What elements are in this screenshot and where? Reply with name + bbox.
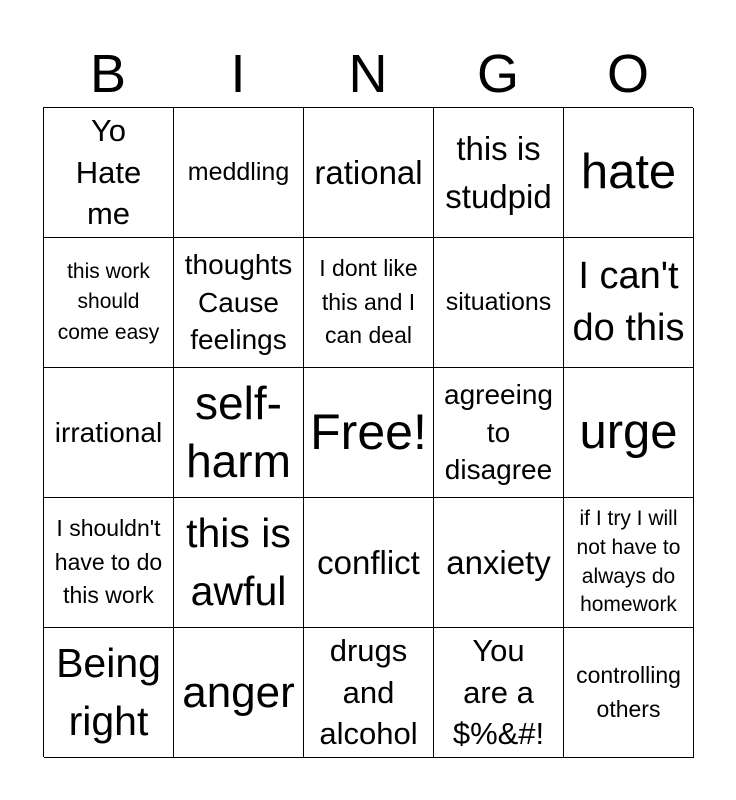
cell-text: I dont like this and I can deal xyxy=(319,255,418,349)
cell-text: Free! xyxy=(310,404,427,460)
cell-text: Being right xyxy=(56,640,161,744)
bingo-cell[interactable] xyxy=(44,238,174,368)
bingo-cell[interactable] xyxy=(304,628,434,758)
cell-text: anxiety xyxy=(446,543,551,581)
cell-text: irrational xyxy=(54,416,163,448)
cell-text: conflict xyxy=(317,543,420,581)
cell-text: agreeing to disagree xyxy=(444,378,553,486)
bingo-cell[interactable] xyxy=(44,498,174,628)
bingo-cell[interactable] xyxy=(564,498,694,628)
bingo-cell[interactable] xyxy=(434,368,564,498)
cell-text: drugs and alcohol xyxy=(319,632,418,752)
bingo-cell[interactable] xyxy=(564,628,694,758)
cell-text: Yo Hate me xyxy=(75,112,142,232)
bingo-cell[interactable] xyxy=(304,238,434,368)
bingo-cell[interactable] xyxy=(434,108,564,238)
header-letter-i: I xyxy=(230,44,246,104)
free-space[interactable] xyxy=(304,368,434,498)
cell-text: urge xyxy=(579,404,678,459)
cell-text: I shouldn't have to do this work xyxy=(54,515,163,609)
cell-text: this is studpid xyxy=(445,129,552,215)
cell-text: situations xyxy=(445,287,552,316)
bingo-cell[interactable] xyxy=(564,238,694,368)
cell-text: rational xyxy=(314,153,423,191)
bingo-cell[interactable] xyxy=(434,238,564,368)
bingo-card xyxy=(43,107,693,757)
bingo-cell[interactable] xyxy=(304,108,434,238)
bingo-cell[interactable] xyxy=(44,108,174,238)
bingo-cell[interactable] xyxy=(174,368,304,498)
bingo-cell[interactable] xyxy=(564,368,694,498)
cell-text: self-harm xyxy=(186,377,291,487)
bingo-cell[interactable] xyxy=(44,628,174,758)
bingo-cell[interactable] xyxy=(304,498,434,628)
cell-text: hate xyxy=(580,144,677,199)
cell-text: anger xyxy=(182,667,295,717)
header-letter-o: O xyxy=(606,44,649,104)
bingo-header xyxy=(43,40,693,108)
cell-text: this is awful xyxy=(186,510,291,614)
bingo-cell[interactable] xyxy=(174,238,304,368)
bingo-cell[interactable] xyxy=(564,108,694,238)
cell-text: I can't do this xyxy=(572,255,685,349)
cell-text: this work should come easy xyxy=(57,259,160,344)
cell-text: if I try I will not have to always do homework xyxy=(576,506,681,617)
cell-text: You are a $%&#! xyxy=(452,632,545,752)
cell-text: controlling others xyxy=(576,662,681,722)
cell-text: meddling xyxy=(187,157,290,186)
bingo-cell[interactable] xyxy=(174,628,304,758)
header-letter-b: B xyxy=(89,44,127,104)
bingo-cell[interactable] xyxy=(174,498,304,628)
bingo-cell[interactable] xyxy=(174,108,304,238)
header-letter-g: G xyxy=(476,44,519,104)
cell-text: thoughts Cause feelings xyxy=(184,248,293,356)
header-letter-n: N xyxy=(348,44,388,104)
bingo-cell[interactable] xyxy=(44,368,174,498)
bingo-cell[interactable] xyxy=(434,628,564,758)
bingo-cell[interactable] xyxy=(434,498,564,628)
